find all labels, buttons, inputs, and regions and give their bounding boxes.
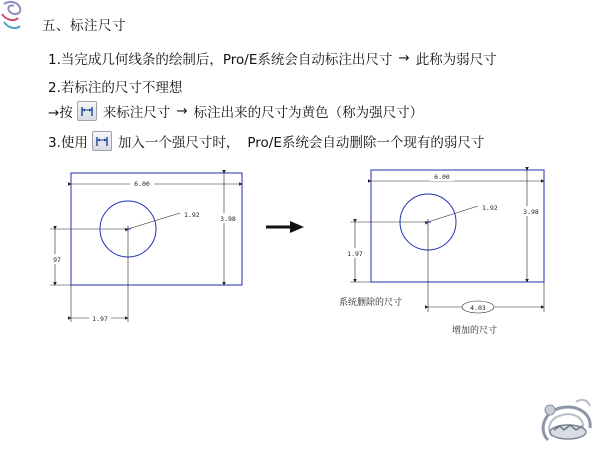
left-dim-height-label: 3.98 (220, 215, 236, 223)
line-1-tail: 此称为弱尺寸 (415, 52, 497, 68)
right-dim-added (428, 225, 544, 313)
line-4-prefix: 3.使用 (48, 135, 88, 151)
slide-title: 五、标注尺寸 (42, 18, 126, 34)
line-1-text: 1.当完成几何线条的绘制后，Pro/E系统会自动标注出尺寸 (48, 52, 393, 68)
left-dim-width-label: 6.00 (134, 180, 150, 188)
right-dim-width-label: 6.00 (434, 173, 450, 181)
right-diagram (339, 170, 544, 336)
right-arrow-icon: → (398, 50, 410, 66)
line-4-tail: Pro/E系统会自动删除一个现有的弱尺寸 (247, 135, 485, 151)
right-dim-height-label: 3.98 (523, 208, 539, 216)
right-dim-vertical-label: 1.97 (347, 250, 363, 258)
left-dim-horizontal-label: 1.97 (92, 315, 108, 323)
caption-added-dimension: 增加的尺寸 (452, 326, 498, 336)
transition-arrow-icon (266, 221, 304, 233)
right-dim-added-label: 4.03 (470, 304, 486, 312)
line-4-after-icon: 加入一个强尺寸时， (117, 135, 240, 151)
right-arrow-icon: → (176, 103, 188, 119)
right-sketch-rectangle (371, 170, 544, 282)
line-3-after-icon: 来标注尺寸 (102, 105, 171, 121)
line-2-text: 2.若标注的尺寸不理想 (48, 80, 183, 96)
right-dim-height (519, 170, 543, 282)
line-3-prefix: →按 (48, 105, 73, 121)
left-dim-vertical (50, 229, 125, 285)
right-dim-vertical (343, 222, 425, 282)
left-diagram (50, 173, 242, 323)
right-dim-width (371, 172, 544, 181)
left-dim-horizontal (71, 232, 128, 323)
left-dim-width (71, 179, 242, 188)
left-dim-vertical-label: 97 (53, 256, 61, 264)
left-dim-height (216, 173, 240, 285)
left-dim-radius (128, 211, 200, 229)
right-dim-radius-label: 1.92 (482, 204, 498, 212)
right-dim-radius (428, 204, 498, 222)
line-3-tail: 标注出来的尺寸为黄色（称为强尺寸） (193, 105, 424, 121)
left-dim-radius-label: 1.92 (184, 211, 200, 219)
decorative-ornament-icon (530, 390, 600, 450)
caption-deleted-dimension: 系统删除的尺寸 (339, 298, 403, 308)
